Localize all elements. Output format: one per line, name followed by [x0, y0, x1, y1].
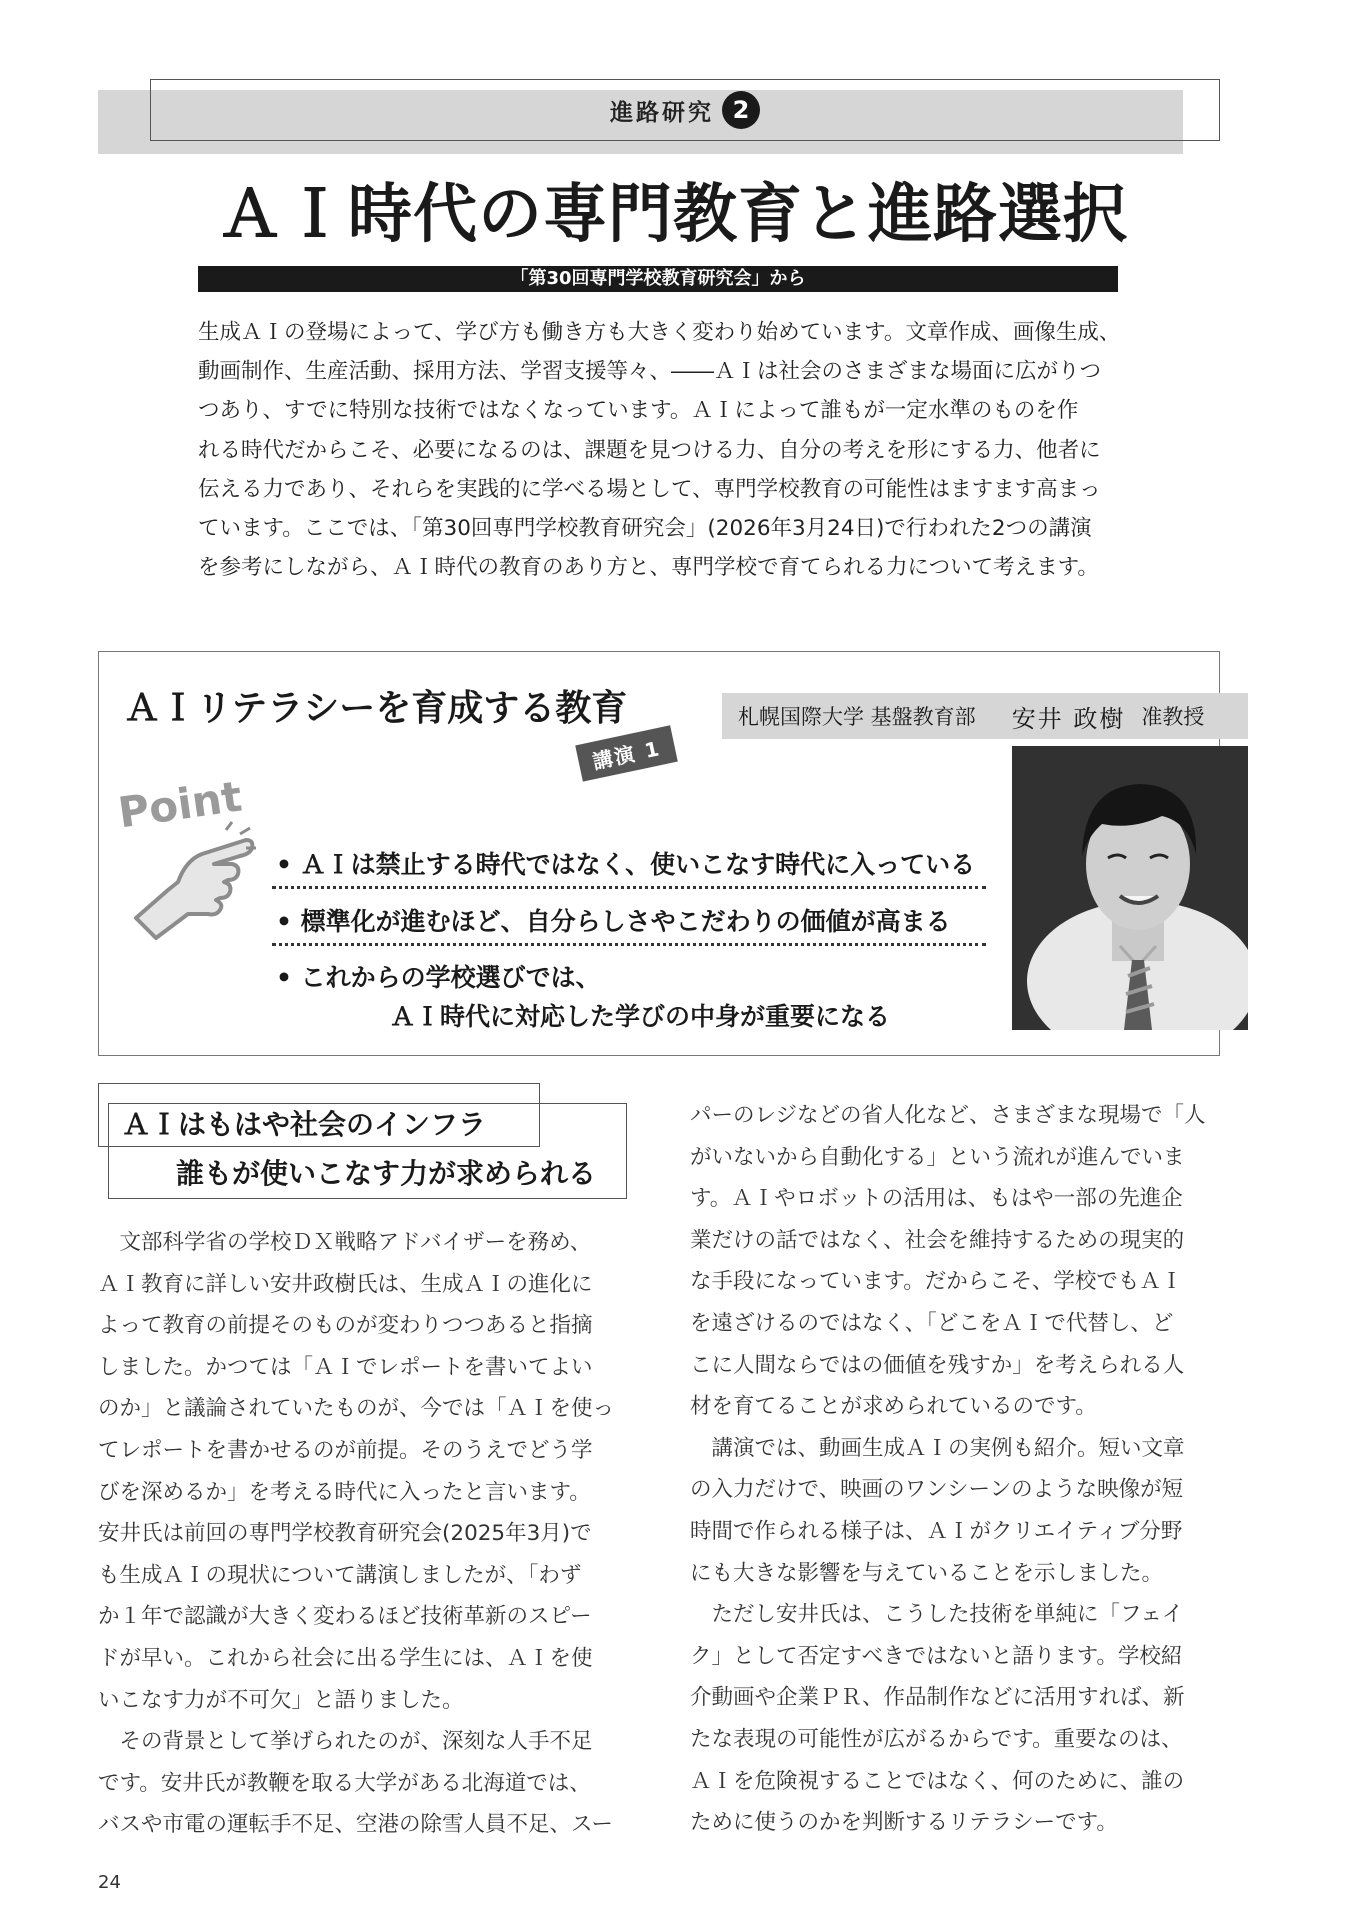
point-item-2: • 標準化が進むほど、自分らしさやこだわりの価値が高まる	[276, 907, 951, 936]
body-line: です。安井氏が教鞭を取る大学がある北海道では、	[98, 1770, 591, 1796]
lead-line: を参考にしながら、ＡＩ時代の教育のあり方と、専門学校で育てられる力について考えます。	[198, 555, 1099, 581]
section-heading-line-1: ＡＩはもはや社会のインフラ	[122, 1108, 487, 1141]
body-line: バスや市電の運転手不足、空港の除雪人員不足、スー	[98, 1812, 613, 1838]
lecture-badge: 講演 1	[575, 725, 677, 781]
body-line: びを深めるか」を考える時代に入ったと言います。	[98, 1479, 591, 1505]
page-number: 24	[98, 1872, 121, 1893]
series-label-text: 進路研究	[610, 99, 714, 126]
body-line: も生成ＡＩの現状について講演しましたが、「わず	[98, 1562, 582, 1588]
lead-line: ています。ここでは、「第30回専門学校教育研究会」(2026年3月24日)で行われた2つの講演	[198, 516, 1092, 542]
body-line: パーのレジなどの省人化など、さまざまな現場で「人	[690, 1103, 1206, 1128]
body-line: たな表現の可能性が広がるからです。重要なのは、	[690, 1726, 1183, 1752]
body-line: ク」として否定すべきではないと語ります。学校紹	[690, 1643, 1183, 1669]
body-line: ただし安井氏は、こうした技術を単純に「フェイ	[690, 1602, 1184, 1628]
lead-line: れる時代だからこそ、必要になるのは、課題を見つける力、自分の考えを形にする力、他者に	[198, 437, 1101, 463]
body-line: 講演では、動画生成ＡＩの実例も紹介。短い文章	[690, 1435, 1185, 1461]
body-line: ために使うのかを判断するリテラシーです。	[690, 1810, 1118, 1836]
body-line: を遠ざけるのではなく、「どこをＡＩで代替し、ど	[690, 1310, 1174, 1336]
series-number-badge: 2	[722, 91, 760, 129]
dotted-divider	[272, 943, 986, 946]
speaker-bar	[722, 693, 1248, 739]
body-line: よって教育の前提そのものが変わりつつあると指摘	[98, 1313, 593, 1339]
body-line: の入力だけで、映画のワンシーンのような映像が短	[690, 1477, 1184, 1503]
subtitle-bar: 「第30回専門学校教育研究会」から	[198, 266, 1118, 292]
body-line: ドが早い。これから社会に出る学生には、ＡＩを使	[98, 1645, 593, 1671]
series-label	[150, 79, 1220, 141]
body-line: な手段になっています。だからこそ、学校でもＡＩ	[690, 1269, 1183, 1295]
body-line: にも大きな影響を与えていることを示しました。	[690, 1560, 1164, 1586]
lead-paragraph	[198, 313, 1133, 587]
point-item-3: • これからの学校選びでは、	[276, 963, 601, 992]
body-line: てレポートを書かせるのが前提。そのうえでどう学	[98, 1437, 593, 1463]
body-line: ＡＩ教育に詳しい安井政樹氏は、生成ＡＩの進化に	[98, 1271, 593, 1297]
point-item-1: • ＡＩは禁止する時代ではなく、使いこなす時代に入っている	[276, 850, 976, 879]
section-heading-line-2: 誰もが使いこなす力が求められる	[176, 1157, 597, 1190]
lead-line: つあり、すでに特別な技術ではなくなっています。ＡＩによって誰もが一定水準のものを作	[198, 398, 1079, 424]
body-line: 業だけの話ではなく、社会を維持するための現実的	[690, 1227, 1185, 1253]
lead-line: 生成ＡＩの登場によって、学び方も働き方も大きく変わり始めています。文章作成、画像生成、	[198, 320, 1121, 345]
body-line: しました。かつては「ＡＩでレポートを書いてよい	[98, 1354, 593, 1380]
lead-line: 伝える力であり、それらを実践的に学べる場として、専門学校教育の可能性はますます高まっ	[198, 476, 1101, 502]
body-line: 時間で作られる様子は、ＡＩがクリエイティブ分野	[690, 1518, 1183, 1544]
lecture-title: ＡＩリテラシーを育成する教育	[124, 688, 628, 729]
body-line: のか」と議論されていたものが、今では「ＡＩを使っ	[98, 1396, 615, 1422]
speaker-organization: 札幌国際大学 基盤教育部	[738, 705, 976, 729]
body-line: がいないから自動化する」という流れが進んでいま	[690, 1144, 1185, 1170]
body-line: その背景として挙げられたのが、深刻な人手不足	[98, 1729, 593, 1755]
body-line: 材を育てることが求められているのです。	[690, 1394, 1097, 1420]
body-line: ＡＩを危険視することではなく、何のために、誰の	[690, 1768, 1185, 1794]
page-title: ＡＩ時代の専門教育と進路選択	[218, 178, 1128, 252]
body-line: す。ＡＩやロボットの活用は、もはや一部の先進企	[690, 1186, 1183, 1212]
dotted-divider	[272, 886, 986, 889]
body-line: か１年で認識が大きく変わるほど技術革新のスピー	[98, 1604, 592, 1630]
body-column-left	[98, 1222, 636, 1846]
body-line: 介動画や企業ＰＲ、作品制作などに活用すれば、新	[690, 1685, 1185, 1711]
body-line: こに人間ならではの価値を残すか」を考えられる人	[690, 1352, 1185, 1378]
body-column-right	[690, 1095, 1230, 1844]
speaker-name: 安井 政樹	[1011, 704, 1126, 733]
pointing-hand-icon	[128, 820, 258, 940]
body-line: 安井氏は前回の専門学校教育研究会(2025年3月)で	[98, 1521, 592, 1547]
lead-line: 動画制作、生産活動、採用方法、学習支援等々、――ＡＩは社会のさまざまな場面に広がりつ	[198, 359, 1102, 385]
body-line: いこなす力が不可欠」と語りました。	[98, 1687, 464, 1713]
body-line: 文部科学省の学校ＤＸ戦略アドバイザーを務め、	[98, 1230, 592, 1255]
speaker-photo	[1012, 746, 1248, 1030]
point-label: Point	[115, 771, 245, 838]
speaker-rank: 准教授	[1141, 705, 1205, 729]
point-item-3-continued: ＡＩ時代に対応した学びの中身が重要になる	[390, 1002, 891, 1031]
